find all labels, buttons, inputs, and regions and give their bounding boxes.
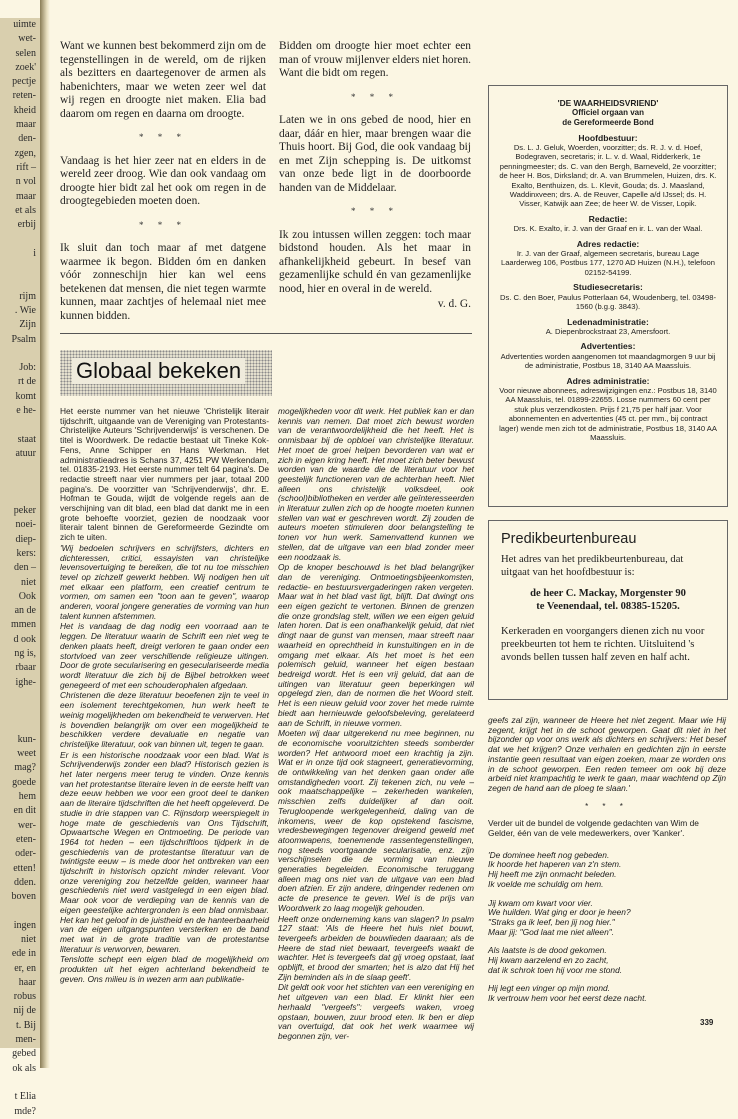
predikbeurten-box — [488, 520, 728, 700]
strip-text-line: kers: — [16, 547, 36, 559]
separator-stars: * * * — [139, 219, 187, 230]
paragraph: Want we kunnen best bekommerd zijn om de tegenstellingen in de wereld, om de rijken als bezitters en daartegenover de armen als habenichters, maar we weten zeer wel dat wij regen en droogte niet maken. Elia bad daarom om regen en daarna om droogte. — [60, 40, 266, 120]
paragraph: Christenen die deze literatuur beoefenen zijn te veel in een isolement terechtgekomen, hun werk heeft te weinig mogelijkheden om bekendheid te verwerven. Het is bovendien belangrijk om over een mogelijkheid te beschikken verdere devaluatie en negatie van christelijke literatuur, ook van binnen uit, tegen te gaan. — [60, 690, 269, 749]
strip-text-line: den – — [14, 562, 36, 574]
colophon-section-text: Drs. K. Exalto, ir. J. van der Graaf en ir. L. van der Waal. — [513, 224, 703, 234]
colophon-box — [488, 85, 728, 507]
paragraph: 'Wij bedoelen schrijvers en schrijfsters, dichters en dichteressen, critici, essayisten van christelijke levensovertuiging te bereiken, die tot nu toe misschien tevel op zichzelf gewerkt hebben. Wij nodigen hen uit met elkaar een platform, een creatief centrum te vormen, om samen een "toon aan te geven", waarop anderen, vooral jongere generaties de vorming van hun talent kunnen afstemmen. — [60, 542, 269, 621]
strip-text-line: an de — [14, 605, 36, 617]
strip-text-line — [0, 418, 40, 432]
strip-text-line — [0, 490, 40, 504]
poem-line: Hij kwam aarzelend en zo zacht, — [488, 955, 609, 966]
colophon-subtitle: de Gereformeerde Bond — [562, 117, 654, 127]
strip-text-line: reten- — [12, 90, 36, 102]
strip-text-line: erbij — [17, 219, 36, 231]
paragraph: geefs zal zijn, wanneer de Heere het niet zegent. Maar wie Hij zegent, krijgt het in de schoot geworpen. Gaat dit niet in het bijzonder op voor ons werk als dichters en schrijvers: Het besef dat we het krijgen? Onze verhalen en gedichten zijn in eerste instantie geen resultaat van eigen zoeken, maar ze worden ons in de schoot geworpen. Een reden temeer om ook bij deze arbeid niet krampachtig te werk te gaan, maar wachtend op Zijn zegen de hand aan de ploeg te slaan.' — [488, 715, 726, 793]
strip-text-line: uimte — [13, 19, 36, 30]
strip-text-line — [0, 1076, 40, 1090]
strip-text-line: kun- — [17, 733, 36, 745]
colophon-section-text: Advertenties worden aangenomen tot maandagmorgen 9 uur bij de administratie, Postbus 18, 3140 AA Maassluis. — [500, 351, 716, 371]
strip-text-line — [0, 275, 40, 289]
strip-text-line: nij de — [13, 1005, 36, 1017]
strip-text-line: d ook — [13, 633, 36, 645]
strip-text-line: mde? — [14, 1105, 36, 1117]
section-title: Globaal bekeken — [72, 358, 245, 384]
signature: v. d. G. — [437, 298, 471, 310]
colophon-section-head: Redactie: — [588, 213, 628, 224]
poem-stanza — [488, 984, 726, 1003]
strip-text-line: noei- — [15, 519, 36, 531]
strip-text-line: ede in — [11, 948, 36, 960]
poem-line: Ik vertrouw hem voor het eerst deze nacht. — [488, 993, 647, 1004]
poem-line: We huilden. Wat ging er door je heen? — [488, 907, 631, 918]
previous-page-strip — [0, 18, 40, 1117]
paragraph: Verder uit de bundel de volgende gedachten van Wim de Gelder, één van de vele medewerkers, over 'Kanker'. — [488, 818, 699, 839]
colophon-subtitle: Officiel orgaan van — [571, 108, 645, 117]
paragraph: Laten we in ons gebed de nood, hier en daar, dáár en hier, maar brengen waar die Thuis hoort. Bij God, die ook vandaag bij en met Zijn schepping is. De uitkomst van onze bede ligt in de doorboorde handen van de Middelaar. — [279, 114, 471, 194]
strip-text-line: . Wie — [14, 304, 36, 316]
strip-text-line: mmen — [11, 619, 36, 631]
colophon-title: 'DE WAARHEIDSVRIEND' — [557, 98, 659, 108]
strip-text-line: en dit — [13, 805, 36, 817]
poem-line: Hij legt een vinger op mijn mond. — [488, 983, 610, 994]
paragraph: Moeten wij daar uitgerekend nu mee beginnen, nu de economische vooruitzichten steeds somberder worden? Het antwoord moet een krachtig ja zijn. Wat er in onze tijd ook stagneert, generatievorming, de ontwikkeling van het denken gaan onder alle omstandigheden voort. Zij tekenen zich, nu vele – ook maatschappelijke – zekerheden wankelen, misschien zelfs duidelijker af dan ooit. Terugloopende werkgelegenheid, daling van de inkomens, weer de kop opstekend fascisme, vredesbewegingen tegenover dreigend geweld met atoomwapens, toenemende rassentegenstellingen, nog steeds voortgaande secularisatie, enz. zijn verschijnselen die de vorming van nieuwe generaties begeleiden. Economische teruggang alleen mag ons niet van de uitgave van een blad doen afzien. Er zijn andere, dringender redenen om acte de presence te geven. Wel is de prijs van Woordwerk zo laag mogelijk gehouden. — [278, 728, 474, 913]
divider — [60, 333, 472, 334]
strip-text-line: den- — [18, 133, 36, 145]
colophon-section-text: Ds. L. J. Geluk, Woerden, voorzitter; ds. R. J. v. d. Hoef, Bodegraven, secretaris; ir. L. v. d. Waal, Ridderkerk, 1e penningmeester; ds. C. van den Bergh, Barneveld, 2e voorzitter; de heer H. Bos, Dirksland; dr. A. van Brummelen, Huizen, drs. K. Exalto, Benthuizen, ds. L. Klevit, Gouda; ds. J. Maasland, Waddinxveen; drs. A. de Reuver, Capelle a/d IJssel; ds. H. Visser, Katwijk aan Zee; de heer W. de Visser, Lopik. — [499, 143, 717, 209]
strip-text-line — [0, 476, 40, 490]
strip-text-line: rift – — [16, 161, 36, 173]
strip-text-line: ng is, — [14, 648, 36, 660]
strip-text-line: weet — [17, 748, 36, 760]
colophon-section-text: Ir. J. van der Graaf, algemeen secretaris, bureau Lage Laarderweg 106, Postbus 177, 1270 AD Huizen (N.H.), telefoon 02152-54199. — [500, 249, 716, 277]
strip-text-line: ok als — [12, 1062, 36, 1074]
strip-text-line: diep- — [15, 533, 36, 545]
separator-stars: * * * — [585, 801, 629, 811]
strip-text-line: peker — [13, 505, 36, 517]
poem-stanza — [488, 899, 726, 938]
strip-text-line: men- — [15, 1034, 36, 1046]
paragraph: Tenslotte schept een eigen blad de mogelijkheid om produkten uit het eigen achterland bekendheid te geven. Ons milieu is in wezen arm aan publikatie- — [60, 954, 269, 984]
page-fold — [40, 0, 50, 1068]
strip-text-line: komt — [15, 390, 36, 402]
strip-text-line: maar — [16, 190, 36, 202]
poem-line: Hij heeft me zijn onmacht beleden. — [488, 869, 617, 880]
strip-text-line: er, en — [14, 962, 36, 974]
strip-text-line: wet- — [18, 33, 36, 45]
paragraph: Er is een historische noodzaak voor een blad. Wat is Schrijvenderwijs zonder een blad? Historisch gezien is het later nergens meer terug te vinden. Onze kennis van het protestantse literaire leven in de eerste helft van deze eeuw hebben we voor een groot deel te danken aan de literaire tijdschriften die het heeft opgeleverd. De studie in drie stappen van C. Rijnsdorp weerspiegelt in hoge mate de geschiedenis van Ons Tijdschrift, Opwaartsche Wegen en Ontmoeting. De periode van 1964 tot heden – een tijdschriftloos tijdperk in de geschiedenis van de protestantse literatuur van de twintigste eeuw – is mede door het ontbreken van een tijdschrift in historisch opzicht minder relevant. Voor onze vereniging zou hetzelfde gelden, wanneer haar geschiedenis niet werd vastgelegd in een eigen blad. Maar ook voor de verdieping van de kennis van de eigen geestelijke achtergronden is een blad onmisbaar. Het kan het geloof in de juistheid en de hanteerbaarheid van de eigen uitgangspunten versterken en de band met wat in de grote traditie van de protestantse literatuur is verworven, bewaren. — [60, 749, 269, 954]
strip-text-line: rbaar — [15, 662, 36, 674]
colophon-section-head: Ledenadministratie: — [567, 316, 649, 327]
paragraph: Het eerste nummer van het nieuwe 'Christelijk literair tijdschrift, uitgaande van de Vereniging van Protestants-Christelijke Auteurs 'Schrijvenderwijs' is verschenen. De titel is Woordwerk. De redactie bestaat uit Tineke Kok-Fens, Anne Schipper en Hans Werkman. Het administratieadres is Schans 37, 4251 PW Werkendam, tel. 01835-2193. Het eerste nummer telt 64 pagina's. De redactie streeft naar vier nummers per jaar, totaal 200 pagina's. De voorzitter van 'Schrijvenderwijs', dhr. E. Hofman te Gouda, wijdt de volgende regels aan de verschijning van dit blad, een blad dat dankt me in een grote behoefte voorziet, gezien de noodzaak voor literair talent binnen de Gereformeerde Gezindte om zich te uiten. — [60, 406, 269, 543]
poem-stanza — [488, 851, 726, 890]
paragraph: Op de knoper beschouwd is het blad belangrijker dan de vereniging. Ontmoetingsbijeenkomsten, redactie- en bestuursvergaderingen raken vergeten. Maar wat in het blad vast ligt, blijft. Dat dwingt ons een eigen gezicht te vertonen. Binnen de grenzen die onze grondslag stelt, willen we een eigen geluid laten horen. Dat is een onafhankelijk geluid, dat niet dingt naar de gunst van mensen, maar streeft naar waarheid en oprechtheid in kunstuitingen en in de omgang met elkaar. Als het moet is het een polemisch geluid, wanneer het eigen bestaan bedreigd wordt. Het is een vrij geluid, dat aan de uitingen van literatuur geen beperkingen wil opgelegd zien, dan de normen die het Woord stelt. Het is een nieuw geluid voor zover het mede ruimte biedt aan hernieuwde geloofsbeleving, gerelateerd aan de Schrift, in nieuwe vormen. — [278, 562, 474, 728]
strip-text-line: zoek' — [15, 61, 36, 73]
colophon-section-text: A. Diepenbrockstraat 23, Amersfoort. — [545, 326, 671, 336]
strip-text-line: mag? — [14, 762, 36, 774]
strip-text-line: haar — [18, 976, 36, 988]
page-number: 339 — [700, 1018, 714, 1027]
colophon-section-text: Voor nieuwe abonnees, adreswijzigingen enz.: Postbus 18, 3140 AA Maassluis, tel. 01899-22655. Losse nummers 60 cent per stuk plus verzendkosten. Prijs f 21,75 per half jaar. Voor abonnementen en advertenties (45 ct. per mm., bij contract lager) wende men zich tot de administratie, Postbus 18, 3140 AA Maassluis. — [499, 385, 717, 442]
strip-text-line: e he- — [16, 405, 36, 417]
top-right-column — [279, 40, 471, 312]
poem-line: dat ik schrok toen hij voor me stond. — [488, 964, 623, 975]
strip-text-line — [0, 719, 40, 733]
strip-text-line: boven — [11, 891, 36, 903]
poem-stanza — [488, 946, 726, 975]
separator-stars: * * * — [139, 132, 187, 142]
article-continuation — [488, 716, 726, 1013]
paragraph: Ik sluit dan toch maar af met datgene waarmee ik begon. Bidden óm en danken vóór zonneschijn hier kan wel eens betekenen dat mensen, die niet tegen warmte kunnen, maar zachtjes of helemaal niet mee kunnen bidden. — [60, 242, 266, 322]
strip-text-line — [0, 904, 40, 918]
predikbeurten-title: Predikbeurtenbureau — [501, 531, 637, 547]
predikbeurten-address: te Veenendaal, tel. 08385-15205. — [536, 601, 680, 612]
strip-text-line: selen — [15, 47, 36, 59]
strip-text-line: staat — [17, 433, 36, 445]
strip-text-line: i — [33, 247, 36, 259]
poem-line: "Straks ga ik leef, ben jij nog hier." — [488, 916, 615, 927]
strip-text-line: Ook — [18, 590, 36, 602]
strip-text-line: hem — [18, 791, 36, 803]
strip-text-line — [0, 461, 40, 475]
strip-text-line — [0, 690, 40, 704]
strip-text-line — [0, 704, 40, 718]
strip-text-line: rijm — [19, 290, 36, 302]
strip-text-line — [0, 261, 40, 275]
strip-text-line: niet — [21, 576, 36, 588]
predikbeurten-text: Kerkeraden en voorgangers dienen zich nu voor preekbeurten tot hem te richten. Uitsluitend 's avonds bellen tussen half zeven en half acht. — [501, 626, 705, 663]
strip-text-line: atuur — [15, 447, 36, 459]
paragraph: Vandaag is het hier zeer nat en elders in de wereld zeer droog. Wie dan ook vandaag om droogte hier bidt zal het ook om regen in de droogtegebieden moeten doen. — [60, 154, 266, 207]
strip-text-line: t. Bij — [15, 1019, 36, 1031]
strip-text-line: Job: — [19, 362, 36, 374]
strip-text-line: n vol — [15, 176, 36, 188]
separator-stars: * * * — [351, 91, 399, 102]
colophon-section-head: Advertenties: — [580, 341, 636, 352]
predikbeurten-address: de heer C. Mackay, Morgenster 90 — [530, 588, 686, 599]
strip-text-line: kheid — [13, 104, 36, 116]
strip-text-line: etten! — [13, 862, 36, 874]
strip-text-line: niet — [21, 934, 36, 945]
colophon-sections — [489, 134, 727, 443]
strip-text-line: rt de — [17, 376, 36, 388]
colophon-section-head: Studiesecretaris: — [573, 282, 643, 293]
poem-line: Ik voelde me schuldig om hem. — [488, 878, 604, 889]
strip-text-line: et als — [15, 204, 36, 216]
strip-text-line: zgen, — [14, 147, 36, 159]
poem-line: Jij kwam om kwart voor vier. — [488, 897, 593, 908]
strip-text-line: eten- — [16, 833, 36, 845]
article-column-1 — [60, 407, 269, 984]
colophon-section-head: Adres redactie: — [576, 238, 640, 249]
article-column-2 — [278, 407, 474, 1042]
separator-stars: * * * — [351, 206, 399, 216]
strip-text-line — [0, 347, 40, 361]
paragraph: Ik zou intussen willen zeggen: toch maar bidstond houden. Als het maar in afhankelijkheid gebeurt. In besef van gezamenlijke schuld én van gezamenlijke nood, hier en overal in de wereld. — [279, 228, 471, 295]
paragraph: mogelijkheden voor dit werk. Het publiek kan er dan kennis van nemen. Dat moet zich bewust worden van de verantwoordelijkheid die het heeft. Het is onmisbaar bij de opbloei van christelijke literatuur. Het moet de groei helpen bevorderen van wat er zich in eigen kring heeft. Het moet zich beter bewust worden van de waarde die de literatuur voor het geestelijk functioneren van de achterban heeft. Niet alleen ons christelijk volksdeel, ook (school)bibliotheken en verder alle geïnteresseerden in literatuur zullen zich op de hoogte moeten kunnen stellen van wat er geschreven wordt. Zij zouden de auteurs moeten stimuleren door belangstelling te tonen vor hun werk. Samenvattend kunnen we stellen, dat de uitgave van een blad zonder meer een noodzaak is. — [278, 406, 474, 562]
strip-text-line: ingen — [13, 919, 36, 931]
strip-text-line: gebed — [12, 1048, 36, 1060]
predikbeurten-intro: Het adres van het predikbeurtenbureau, dat uitgaat van het hoofdbestuur is: — [501, 554, 684, 578]
strip-text-line: wer- — [17, 819, 36, 831]
strip-text-line: maar — [16, 119, 36, 131]
strip-text-line: goede — [12, 776, 36, 788]
paragraph: Bidden om droogte hier moet echter een man of vrouw mijlenver elders niet horen. Want die bidt om regen. — [279, 40, 472, 79]
colophon-section-head: Adres administratie: — [566, 375, 650, 386]
paragraph: Heeft onze onderneming kans van slagen? In psalm 127 staat: 'Als de Heere het huis niet bouwt, tevergeefs arbeiden de bouwlieden daaraan; als de Heere de stad niet bewaart, tevergeefs waakt de wachter. Het is tevergeefs dat gij vroeg opstaat, laat opblijft, et brood der smarten; het is alzo dat Hij het Zijn beminden als in de slaap geeft'. — [278, 913, 474, 982]
strip-text-line: pectje — [12, 76, 36, 88]
paragraph: Het is vandaag de dag nodig een voorraad aan te leggen. De literatuur waarin de Schrift een niet weg te denken plaats heeft, dreigt verloren te gaan onder een stortvloed van zeer verschillende religieuze uitingen. Door de grote secularisering en geseculariseerde media wordt literatuur die zich bij de Bijbel betrokken weet genegeerd of met een schouderophalen afgedaan. — [60, 621, 269, 690]
strip-text-line — [0, 232, 40, 246]
poem-line: 'De dominee heeft nog gebeden. — [488, 849, 610, 860]
strip-text-line: Psalm — [11, 333, 36, 345]
poem-line: Maar jij: "God laat me niet alleen". — [488, 926, 615, 937]
poem-line: Als laatste is de dood gekomen. — [488, 945, 607, 956]
strip-text-line: ighe- — [15, 676, 36, 688]
top-left-column — [60, 40, 266, 333]
poem-line: Ik hoorde het haperen van z'n stem. — [488, 859, 622, 870]
colophon-section-head: Hoofdbestuur: — [578, 132, 638, 143]
paragraph: Dit geldt ook voor het stichten van een vereniging en het uitgeven van een blad. Er klinkt hier een herhaald "vergeefs": vergeefs waken, vroeg opstaan, bouwen, zuur brood eten. Ik ben er diep van overtuigd, dat ook het werk waarmee wij begonnen zijn, ver- — [278, 982, 474, 1041]
strip-text-line: dden. — [14, 876, 36, 888]
section-header — [60, 350, 272, 396]
strip-text-line: oder- — [15, 848, 36, 860]
strip-text-line: Zijn — [19, 319, 36, 331]
colophon-section-text: Ds. C. den Boer, Paulus Potterlaan 64, Woudenberg, tel. 03498-1560 (b.g.g. 3843). — [500, 292, 716, 312]
poem — [488, 851, 726, 1004]
strip-text-line: t Elia — [14, 1091, 36, 1103]
strip-text-line: robus — [13, 991, 36, 1003]
